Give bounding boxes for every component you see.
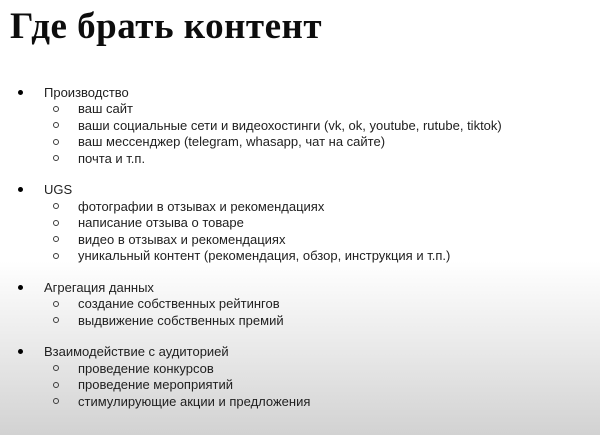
list-item-label: уникальный контент (рекомендация, обзор, инструкция и т.п.) bbox=[78, 248, 451, 264]
list-item-label: создание собственных рейтингов bbox=[78, 296, 280, 312]
list-item bbox=[0, 117, 600, 134]
list-item bbox=[0, 101, 600, 118]
section-audience bbox=[0, 344, 600, 410]
slide-title: Где брать контент bbox=[10, 6, 322, 47]
list-item-label: выдвижение собственных премий bbox=[78, 312, 284, 328]
list-item bbox=[0, 182, 600, 199]
list-item-label: видео в отзывах и рекомендациях bbox=[78, 231, 286, 247]
list-item bbox=[0, 134, 600, 151]
section-heading: Агрегация данных bbox=[44, 279, 154, 295]
list-item bbox=[0, 312, 600, 329]
open-bullet-icon bbox=[53, 365, 59, 371]
filled-bullet-icon bbox=[18, 90, 23, 95]
open-bullet-icon bbox=[53, 122, 59, 128]
open-bullet-icon bbox=[53, 139, 59, 145]
section-heading: Взаимодействие с аудиторией bbox=[44, 344, 229, 360]
list-item bbox=[0, 198, 600, 215]
list-item bbox=[0, 279, 600, 296]
list-item bbox=[0, 150, 600, 167]
list-item-label: ваш мессенджер (telegram, whasapp, чат на сайте) bbox=[78, 134, 386, 150]
open-bullet-icon bbox=[53, 382, 59, 388]
list-item-label: фотографии в отзывах и рекомендациях bbox=[78, 198, 325, 214]
list-item bbox=[0, 84, 600, 101]
list-item bbox=[0, 344, 600, 361]
open-bullet-icon bbox=[53, 155, 59, 161]
list-item bbox=[0, 231, 600, 248]
open-bullet-icon bbox=[53, 236, 59, 242]
list-item-label: почта и т.п. bbox=[78, 150, 146, 166]
section-aggregation bbox=[0, 279, 600, 329]
list-item-label: написание отзыва о товаре bbox=[78, 215, 244, 231]
open-bullet-icon bbox=[53, 253, 59, 259]
open-bullet-icon bbox=[53, 203, 59, 209]
list-item bbox=[0, 393, 600, 410]
section-heading: UGS bbox=[44, 182, 73, 198]
filled-bullet-icon bbox=[18, 285, 23, 290]
list-item-label: проведение конкурсов bbox=[78, 360, 214, 376]
list-item-label: проведение мероприятий bbox=[78, 377, 233, 393]
open-bullet-icon bbox=[53, 106, 59, 112]
list-item-label: стимулирующие акции и предложения bbox=[78, 393, 311, 409]
filled-bullet-icon bbox=[18, 187, 23, 192]
open-bullet-icon bbox=[53, 398, 59, 404]
bullet-list bbox=[0, 84, 600, 410]
list-item-label: ваш сайт bbox=[78, 101, 133, 117]
list-item bbox=[0, 215, 600, 232]
list-item bbox=[0, 360, 600, 377]
filled-bullet-icon bbox=[18, 349, 23, 354]
list-item bbox=[0, 248, 600, 265]
list-item-label: ваши социальные сети и видеохостинги (vk, ok, youtube, rutube, tiktok) bbox=[78, 117, 502, 133]
section-ugs bbox=[0, 182, 600, 265]
section-production bbox=[0, 84, 600, 167]
open-bullet-icon bbox=[53, 301, 59, 307]
list-item bbox=[0, 296, 600, 313]
open-bullet-icon bbox=[53, 220, 59, 226]
list-item bbox=[0, 377, 600, 394]
section-heading: Производство bbox=[44, 84, 129, 100]
open-bullet-icon bbox=[53, 317, 59, 323]
